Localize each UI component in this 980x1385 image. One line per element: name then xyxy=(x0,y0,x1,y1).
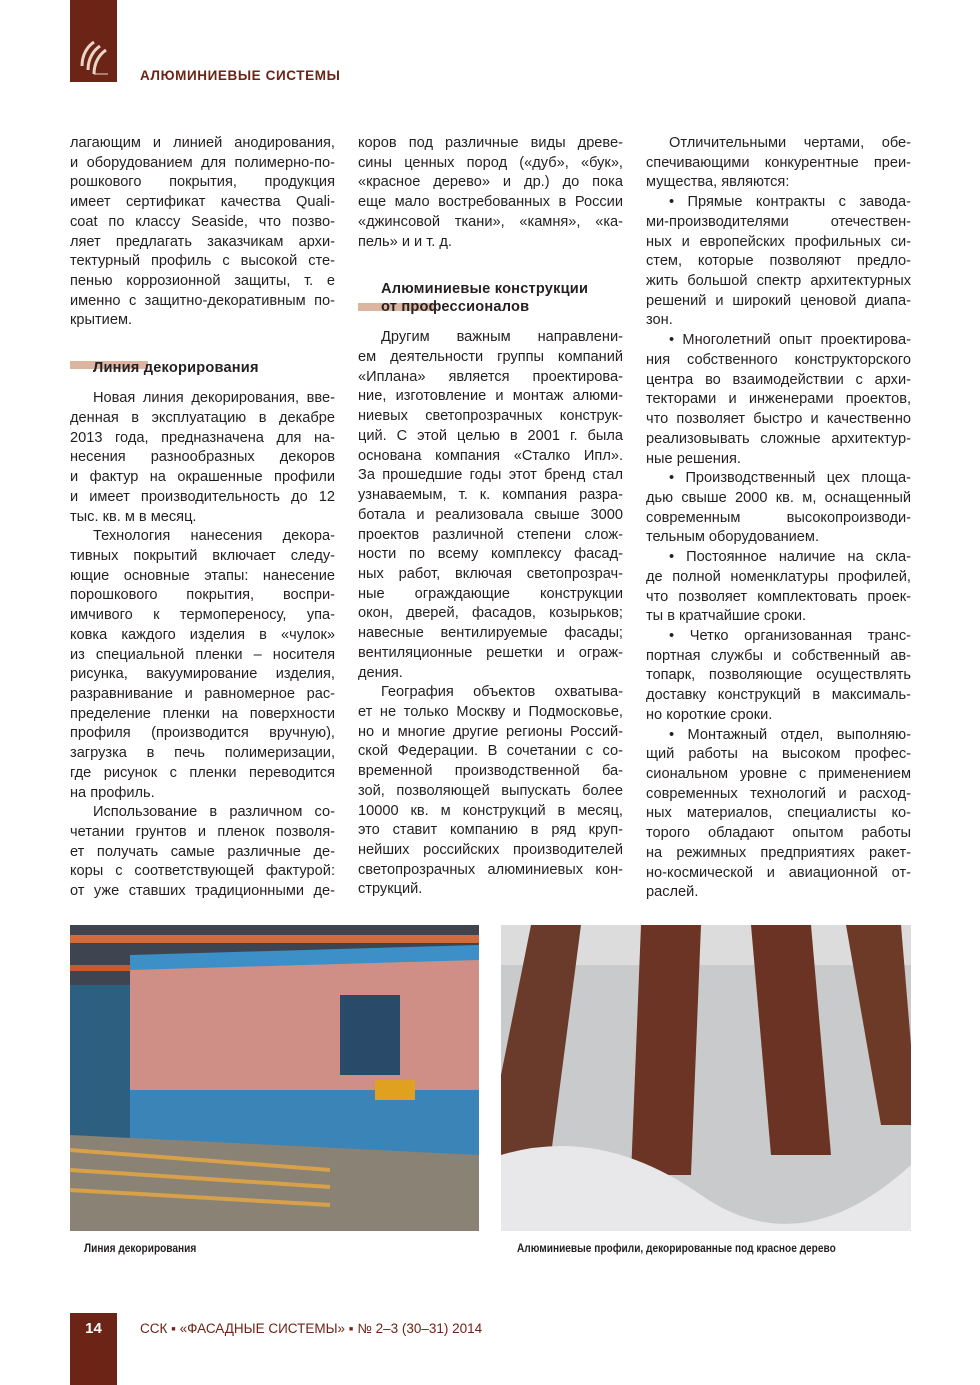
text-line: 2013 года, предназначена для на- xyxy=(70,429,335,446)
publication-footer: ССК ▪ «ФАСАДНЫЕ СИСТЕМЫ» ▪ № 2–3 (30–31) 2014 xyxy=(140,1321,483,1336)
text-line: тельным оборудованием. xyxy=(646,529,820,546)
paragraph xyxy=(646,134,911,193)
text-line: струкций. xyxy=(358,881,423,898)
paragraph xyxy=(646,548,911,627)
text-line: доставку конструкций в максималь- xyxy=(646,687,911,704)
text-line: «Иплана» является проектирова- xyxy=(358,368,623,385)
text-line: дью свыше 2000 кв. м, оснащенный xyxy=(646,489,911,506)
text-line: зой, позволяющей выпускать более xyxy=(358,782,623,799)
text-line: что позволяет комплектовать проек- xyxy=(646,588,911,605)
text-line: именно с защитно-декоративным по- xyxy=(70,292,335,309)
text-line: это ставит компанию в ряд круп- xyxy=(358,822,623,839)
text-line: ет получать самые различные де- xyxy=(70,843,335,860)
text-line: порошкового покрытия, воспри- xyxy=(70,587,335,604)
text-line: пределение пленки на поверхности xyxy=(70,705,335,722)
text-line: ния собственного конструкторского xyxy=(646,351,911,368)
text-line: Использование в различном со- xyxy=(93,804,335,821)
text-line: ные ограждающие конструкции xyxy=(358,585,623,602)
text-column-1 xyxy=(70,134,335,902)
photo-decoration-line xyxy=(70,925,479,1231)
paragraph xyxy=(646,726,911,903)
paragraph xyxy=(70,389,335,527)
text-line: реализовывать сложные архитектур- xyxy=(646,430,911,447)
text-line: рисунка, вакуумирование изделия, xyxy=(70,666,335,683)
text-line: несения разнообразных декоров xyxy=(70,449,335,466)
text-line: светопрозрачных алюминиевых кон- xyxy=(358,861,623,878)
paragraph xyxy=(70,527,335,803)
text-line: четании грунтов и пленок позволя- xyxy=(70,824,335,840)
text-line: ций. С этой целью в 2001 г. была xyxy=(358,427,623,444)
text-line: но короткие сроки. xyxy=(646,706,773,723)
text-line: «джинсовой ткани», «камня», «ка- xyxy=(358,213,623,230)
text-line: и фактур на окрашенные профили xyxy=(70,469,335,486)
text-line: современных технологий и расход- xyxy=(646,785,911,802)
text-line: Новая линия декорирования, вве- xyxy=(93,390,335,407)
text-line: ных материалов, специалисты ко- xyxy=(646,805,911,822)
text-line: коры с соответствующей фактурой: xyxy=(70,863,335,880)
paragraph xyxy=(358,683,623,900)
text-line: коров под различные виды древе- xyxy=(358,135,623,151)
paragraph xyxy=(358,134,623,252)
text-line: • Производственный цех площа- xyxy=(669,470,911,487)
text-line: щий работы на высоком профес- xyxy=(646,746,911,763)
text-line: пенью коррозионной защиты, т. е xyxy=(70,273,335,290)
text-line: ет не только Москву и Подмосковье, xyxy=(358,703,623,720)
text-line: проектов различной степени слож- xyxy=(358,526,623,543)
text-line: но и многие другие регионы Россий- xyxy=(358,723,623,740)
paragraph xyxy=(646,193,911,331)
text-line: окон, дверей, фасадов, козырьков; xyxy=(358,605,623,622)
text-line: загрузка в печь полимеризации, xyxy=(70,745,335,762)
text-line: ботала и реализовала свыше 3000 xyxy=(358,506,623,523)
subheading xyxy=(358,280,623,316)
subheading-line: Алюминиевые конструкции xyxy=(381,281,589,298)
subheading xyxy=(70,359,335,377)
text-line: • Прямые контракты с завода- xyxy=(669,194,911,211)
text-line: спечивающими конкурентные преи- xyxy=(646,154,911,171)
text-line: вентиляционные решетки и ограж- xyxy=(358,644,623,661)
text-line: временной производственной ба- xyxy=(358,763,623,780)
paragraph xyxy=(646,469,911,548)
text-line: ми-производителями отечествен- xyxy=(646,213,911,230)
text-line: что позволяет быстро и качественно xyxy=(646,411,911,428)
text-line: «красное дерево» и др.) до пока xyxy=(358,174,623,191)
text-line: де полной номенклатуры профилей, xyxy=(646,568,911,585)
text-line: лагающим и линией анодирования, xyxy=(70,135,335,151)
text-line: решений и широкий ценовой диапа- xyxy=(646,292,911,309)
text-line: ющие основные этапы: нанесение xyxy=(70,567,335,584)
text-line: ниевых светопрозрачных конструк- xyxy=(358,408,623,425)
paragraph xyxy=(70,134,335,331)
text-line: ской Федерации. В сочетании с со- xyxy=(358,743,623,760)
text-line: ных работ, включая светопрозрач- xyxy=(358,565,623,582)
text-line: крытием. xyxy=(70,312,133,329)
text-line: из специальной пленки – носителя xyxy=(70,646,335,663)
header-color-block xyxy=(70,0,117,82)
text-line: пель» и и т. д. xyxy=(358,233,452,250)
text-line: • Четко организованная транс- xyxy=(669,627,911,644)
text-line: от уже ставших традиционными де- xyxy=(70,883,335,900)
text-line: ные решения. xyxy=(646,450,741,467)
text-line: ных и европейских профильных си- xyxy=(646,233,911,250)
text-line: нейших российских производителей xyxy=(358,842,623,858)
text-line: имеет сертификат качества Quali- xyxy=(70,194,335,211)
text-line: еще мало востребованных в России xyxy=(358,194,623,211)
text-line: ляет предлагать заказчикам архи- xyxy=(70,233,335,250)
photo-wood-profiles xyxy=(501,925,911,1231)
text-line: но-космической и авиационной от- xyxy=(646,864,911,881)
text-line: торого обладают опытом работы xyxy=(646,825,911,842)
text-line: Технология нанесения декора- xyxy=(93,528,335,545)
text-line: на режимных предприятиях ракет- xyxy=(646,844,911,861)
text-line: ты в кратчайшие сроки. xyxy=(646,608,807,625)
paragraph xyxy=(358,328,623,683)
text-line: разравнивание и равномерное рас- xyxy=(70,685,335,702)
text-line: современным высокопроизводи- xyxy=(646,509,911,526)
text-line: топарк, позволяющие осуществлять xyxy=(646,667,911,684)
text-line: и имеет производительность до 12 xyxy=(70,488,335,505)
text-line: центра во взаимодействии с архи- xyxy=(646,371,911,388)
text-line: • Постоянное наличие на скла- xyxy=(669,549,911,566)
paragraph xyxy=(646,627,911,726)
text-line: раслей. xyxy=(646,884,699,901)
text-line: навесные вентилируемые фасады; xyxy=(358,625,623,642)
section-title: АЛЮМИНИЕВЫЕ СИСТЕМЫ xyxy=(140,68,341,83)
text-line: где рисунок с пленки переводится xyxy=(70,764,335,781)
text-line: ние, изготовление и монтаж алюми- xyxy=(358,388,623,405)
text-line: ности по всему комплексу фасад- xyxy=(358,546,623,563)
text-line: Отличительными чертами, обе- xyxy=(669,135,911,151)
photo-caption-2: Алюминиевые профили, декорированные под красное дерево xyxy=(517,1243,836,1255)
text-line: зон. xyxy=(646,312,673,329)
text-line: ковка каждого изделия в «чулок» xyxy=(70,626,335,643)
text-line: тектурный профиль с высокой сте- xyxy=(70,253,335,270)
text-column-3 xyxy=(646,134,911,903)
text-line: Другим важным направлени- xyxy=(381,329,623,346)
text-line: • Многолетний опыт проектирова- xyxy=(669,332,911,349)
text-line: рошкового покрытия, продукция xyxy=(70,174,335,191)
text-line: coat по классу Seaside, что позво- xyxy=(70,213,335,230)
text-line: портная службы и собственный ав- xyxy=(646,647,911,664)
text-line: узнаваемым, т. к. компания разра- xyxy=(358,487,623,504)
page-number-block xyxy=(70,1313,117,1385)
paragraph xyxy=(646,331,911,469)
text-line: текторами и инженерами проектов, xyxy=(646,391,911,408)
text-column-2 xyxy=(358,134,623,900)
text-line: тивных покрытий включает следу- xyxy=(70,547,335,564)
text-line: на профиль. xyxy=(70,784,155,801)
text-line: имчивого к термопереносу, упа- xyxy=(70,607,335,624)
text-line: дения. xyxy=(358,664,403,681)
paragraph xyxy=(70,803,335,902)
text-line: сиональном уровне с применением xyxy=(646,766,911,782)
text-line: сины ценных пород («дуб», «бук», xyxy=(358,154,623,171)
text-line: профиля (производится вручную), xyxy=(70,725,335,742)
text-line: 10000 кв. м конструкций в месяц, xyxy=(358,802,623,819)
text-line: стем, которые позволяют предло- xyxy=(646,253,911,270)
text-line: и оборудованием для полимерно-по- xyxy=(70,154,335,171)
text-line: мущества, являются: xyxy=(646,174,790,191)
text-line: ем деятельности группы компаний xyxy=(358,349,623,366)
company-logo-icon xyxy=(78,36,110,76)
text-line: тыс. кв. м в месяц. xyxy=(70,508,197,525)
page-number: 14 xyxy=(85,1320,102,1337)
text-line: денная в эксплуатацию в декабре xyxy=(70,409,335,426)
subheading-line: Линия декорирования xyxy=(93,360,259,377)
text-line: За прошедшие годы этот бренд стал xyxy=(358,467,623,484)
subheading-line: от профессионалов xyxy=(381,299,530,316)
text-line: основана компания «Сталко Ипл». xyxy=(358,447,623,464)
text-line: • Монтажный отдел, выполняю- xyxy=(669,726,911,743)
text-line: жить большой спектр архитектурных xyxy=(646,273,911,290)
photo-caption-1: Линия декорирования xyxy=(84,1243,197,1255)
text-line: География объектов охватыва- xyxy=(381,684,623,701)
